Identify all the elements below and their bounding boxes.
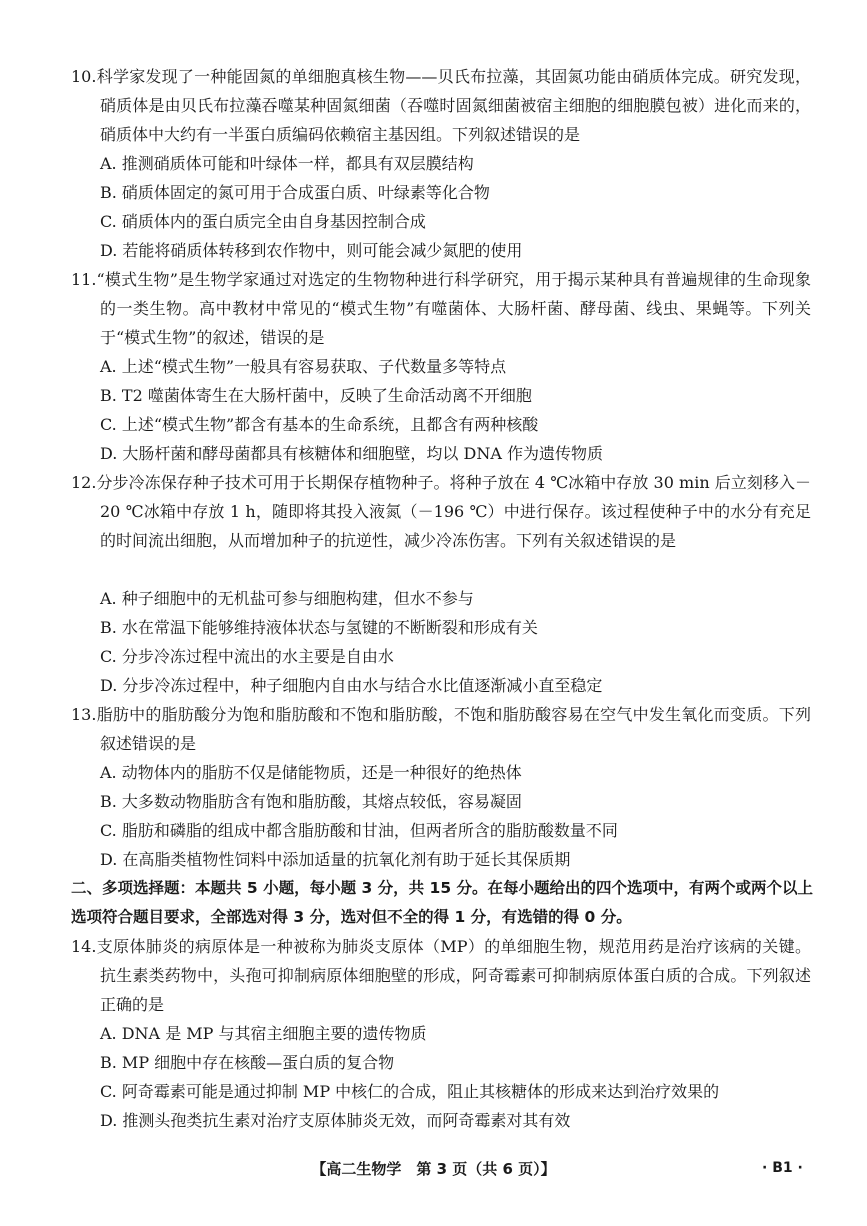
question-number: 11. xyxy=(71,270,97,289)
question-11-stem xyxy=(71,265,811,352)
question-14-option-a: A. DNA 是 MP 与其宿主细胞主要的遗传物质 xyxy=(100,1024,427,1043)
question-14-option-c: C. 阿奇霉素可能是通过抑制 MP 中核仁的合成，阻止其核糖体的形成来达到治疗效果的 xyxy=(100,1082,720,1101)
question-13-stem xyxy=(71,700,811,758)
question-13-option-a: A. 动物体内的脂肪不仅是储能物质，还是一种很好的绝热体 xyxy=(100,763,522,782)
question-text: 科学家发现了一种能固氮的单细胞真核生物——贝氏布拉藻，其固氮功能由硝质体完成。研究发现，硝质体是由贝氏布拉藻吞噬某种固氮细菌（吞噬时固氮细菌被宿主细胞的细胞膜包被）进化而来的，硝质体中大约有一半蛋白质编码依赖宿主基因组。下列叙述错误的是 xyxy=(96,67,811,144)
question-12-option-b: B. 水在常温下能够维持液体状态与氢键的不断断裂和形成有关 xyxy=(100,618,538,637)
question-12-option-d: D. 分步冷冻过程中，种子细胞内自由水与结合水比值逐渐减小直至稳定 xyxy=(100,676,603,695)
question-12-option-c: C. 分步冷冻过程中流出的水主要是自由水 xyxy=(100,647,394,666)
question-10-option-b: B. 硝质体固定的氮可用于合成蛋白质、叶绿素等化合物 xyxy=(100,183,490,202)
section-two-heading: 二、多项选择题：本题共 5 小题，每小题 3 分，共 15 分。在每小题给出的四个选项中，有两个或两个以上选项符合题目要求，全部选对得 3 分，选对但不全的得 1 分，有选错的得 0 分。 xyxy=(71,879,814,926)
question-13-option-b: B. 大多数动物脂肪含有饱和脂肪酸，其熔点较低，容易凝固 xyxy=(100,792,522,811)
question-14-option-b: B. MP 细胞中存在核酸—蛋白质的复合物 xyxy=(100,1053,395,1072)
question-number: 13. xyxy=(71,705,97,724)
question-10-stem xyxy=(71,62,811,149)
question-text: 分步冷冻保存种子技术可用于长期保存植物种子。将种子放在 4 ℃冰箱中存放 30 min 后立刻移入－20 ℃冰箱中存放 1 h，随即将其投入液氮（－196 ℃）中进行保存。该过程使种子中的水分有充足的时间流出细胞，从而增加种子的抗逆性，减少冷冻伤害。下列有关叙述错误的是 xyxy=(96,473,811,550)
question-number: 10. xyxy=(71,67,97,86)
question-13-option-d: D. 在高脂类植物性饲料中添加适量的抗氧化剂有助于延长其保质期 xyxy=(100,850,571,869)
question-text: 支原体肺炎的病原体是一种被称为肺炎支原体（MP）的单细胞生物，规范用药是治疗该病的关键。抗生素类药物中，头孢可抑制病原体细胞壁的形成，阿奇霉素可抑制病原体蛋白质的合成。下列叙述正确的是 xyxy=(96,937,811,1014)
question-text: 脂肪中的脂肪酸分为饱和脂肪酸和不饱和脂肪酸，不饱和脂肪酸容易在空气中发生氧化而变质。下列叙述错误的是 xyxy=(96,705,811,753)
question-14-option-d: D. 推测头孢类抗生素对治疗支原体肺炎无效，而阿奇霉素对其有效 xyxy=(100,1111,571,1130)
question-14-stem xyxy=(71,932,811,1019)
question-11-option-a: A. 上述“模式生物”一般具有容易获取、子代数量多等特点 xyxy=(100,357,507,376)
page-footer: 【高二生物学 第 3 页（共 6 页）】 xyxy=(311,1160,556,1178)
question-number: 14. xyxy=(71,937,97,956)
question-11-option-d: D. 大肠杆菌和酵母菌都具有核糖体和细胞壁，均以 DNA 作为遗传物质 xyxy=(100,444,603,463)
question-13-option-c: C. 脂肪和磷脂的组成中都含脂肪酸和甘油，但两者所含的脂肪酸数量不同 xyxy=(100,821,618,840)
question-12-stem xyxy=(71,468,811,555)
paper-version-badge: · B1 · xyxy=(762,1160,803,1176)
question-10-option-c: C. 硝质体内的蛋白质完全由自身基因控制合成 xyxy=(100,212,426,231)
question-10-option-d: D. 若能将硝质体转移到农作物中，则可能会减少氮肥的使用 xyxy=(100,241,523,260)
question-10-option-a: A. 推测硝质体可能和叶绿体一样，都具有双层膜结构 xyxy=(100,154,474,173)
question-number: 12. xyxy=(71,473,97,492)
question-12-option-a: A. 种子细胞中的无机盐可参与细胞构建，但水不参与 xyxy=(100,589,474,608)
question-text: “模式生物”是生物学家通过对选定的生物物种进行科学研究，用于揭示某种具有普遍规律的生命现象的一类生物。高中教材中常见的“模式生物”有噬菌体、大肠杆菌、酵母菌、线虫、果蝇等。下列关于“模式生物”的叙述，错误的是 xyxy=(96,270,811,347)
question-11-option-c: C. 上述“模式生物”都含有基本的生命系统，且都含有两种核酸 xyxy=(100,415,539,434)
question-11-option-b: B. T2 噬菌体寄生在大肠杆菌中，反映了生命活动离不开细胞 xyxy=(100,386,532,405)
